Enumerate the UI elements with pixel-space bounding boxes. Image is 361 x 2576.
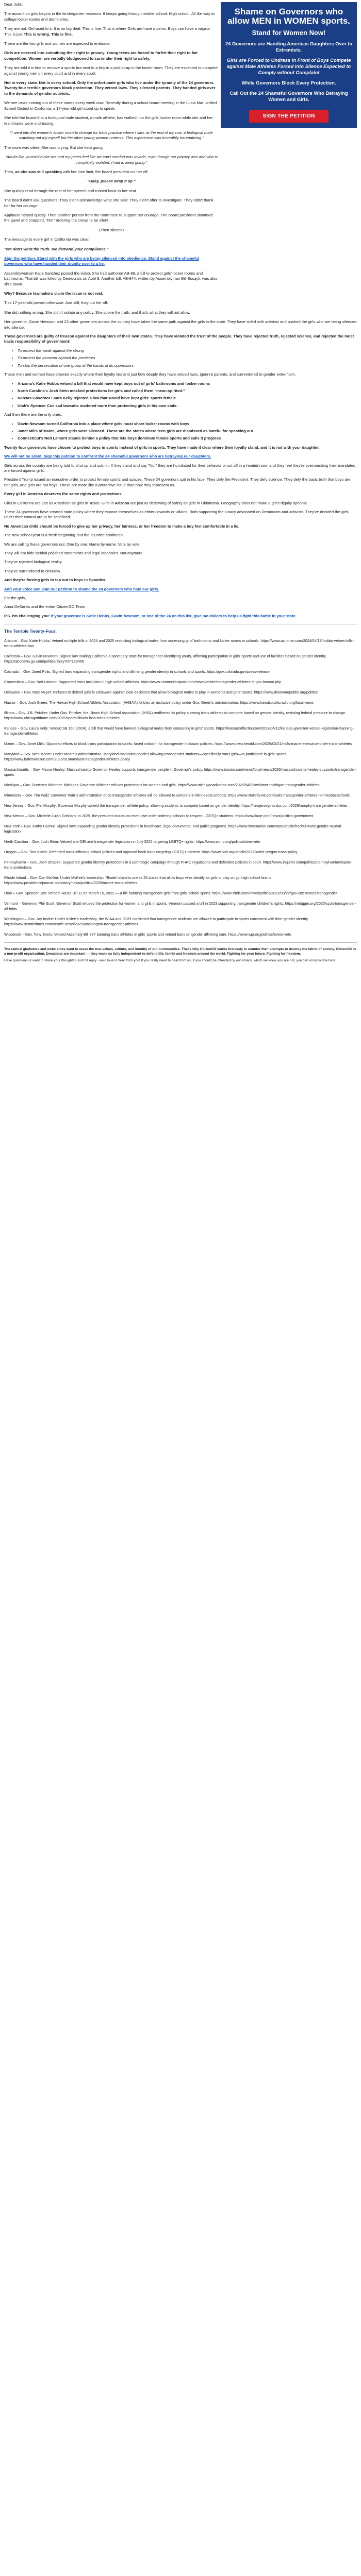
body-section	[4, 319, 357, 962]
footer-text: The radical gladiators and woke elites want to erase the true values, culture, and identity of our communities. That's why CitizenGO works tirelessly to counter their attempts to destroy the fabric of society. CitizenGO is a non-profit organization. Donations are important — they make us fully independent to defend life, family and freedom around the world. Fighting for your future. Fighting for freedom.	[4, 947, 356, 956]
governor-entry: Utah – Gov. Spencer Cox: Vetoed House Bill 11 on March 15, 2022 — a bill banning transgender girls from girls' school sports. https://www.sltrib.com/news/politics/2022/03/22/gov-cox-vetoes-transgender	[4, 890, 337, 895]
paragraph: The assault on girls begins in the kindergarten restroom. It keeps going through middle school. High school. All the way to college locker rooms and dormitories.	[4, 11, 215, 22]
governor-entry: Oregon – Gov. Tina Kotek: Defended trans-affirming school policies and opposed book bans targeting LGBTQ+ content. https://www.opb.org/article/2025/kotek-oregon-trans-policy	[4, 849, 298, 854]
list-item: • Utah's Spencer Cox sad lawsuits mattered more than protecting girls in his own state.	[18, 403, 357, 409]
petition-sidebar	[221, 2, 357, 128]
paragraph: This 17-year-old proved otherwise. And still, they cut her off.	[4, 300, 108, 306]
paragraph: (Then silence)	[99, 227, 124, 232]
principles-list	[4, 348, 357, 368]
governors-section-title: The Terrible Twenty-Four:	[4, 629, 57, 634]
list-item: • Janet Mills of Maine, where girls were silenced. These are the states where teen girls are dismissed as hateful for speaking out	[18, 429, 357, 434]
paragraph-bold: Why? Because lawmakers claim the issue is not real.	[4, 291, 103, 296]
list-item: • Arizona's Katie Hobbs vetoed a bill that would have kept boys out of girls' bathrooms and locker rooms	[18, 381, 357, 386]
paragraph: She quickly read through the rest of her speech and rushed back to her seat.	[4, 188, 137, 193]
paragraph: The room was silent. She was crying. But she kept going.	[4, 145, 104, 150]
governor-entry: Connecticut – Gov. Ned Lamont: Supported trans inclusion in high school athletics. https://www.connecticutpost.com/news/article/transgender-athletes-ct-gov-lamont.php	[4, 679, 282, 684]
paragraph-bold: Every girl in America deserves the same rights and protections.	[4, 492, 123, 497]
governors-details-list	[4, 638, 357, 937]
paragraph: The board didn't ask questions. They didn't acknowledge what she said. They didn't offer to investigate. They didn't thank her for her courage.	[4, 198, 214, 208]
sidebar-text: Girls are Forced to Undress in Front of Boys Compete against Male Athletes Forced into Silence Expected to Comply without Complaint	[226, 57, 351, 75]
quote-bold: "We don't want the truth. We demand your compliance."	[4, 246, 109, 251]
paragraph: Assemblywoman Katie Sanchez posted the video. She had authored AB-89, a bill to protect girls' locker rooms and bathrooms. That bill was killed by Democrats on April 9. Another bill, AB-844, written by Assemblyman Bill Essayli, was also shut down.	[4, 270, 218, 286]
paragraph-bold: These governors are guilty of treason against the daughters of their own states. They have violated the trust of the people. They have rejected truth, rejected science, and rejected the most basic responsibility of government:	[4, 334, 354, 344]
sidebar-headline: Shame on Governors who allow MEN in WOMEN sports.	[227, 7, 350, 26]
list-item: • To protect the innocent against the predators	[18, 355, 357, 361]
postscript: P.S. I'm challenging you: If your governor is Katie Hobbs, Gavin Newsom, or one of the 24 on this list, give me dollars to help us fight this battle in your state.	[4, 613, 297, 618]
governor-entry: Rhode Island – Gov. Dan McKee: Under McKee's leadership, Rhode Island is one of 25 states that allow boys who identify as girls to play on girl high school teams. https://www.providencejournal.com/story/news/politics/2025/mckee-trans-athletes	[4, 875, 273, 885]
governor-entry: New Jersey – Gov. Phil Murphy: Governor Murphy upheld the transgender athlete policy, allowing students to compete based on gender identity. https://newjerseymonitor.com/2025/murphy-transgender-athletes	[4, 803, 348, 808]
paragraph: They will not hide behind polished statements and legal loopholes. Not anymore.	[4, 551, 144, 556]
governor-entry: Washington – Gov. Jay Inslee: Under Inslee's leadership, the WIAA and OSPI confirmed that transgender students are allowed to participate in sports consistent with their gender identity. https://www.seattletimes.com/seattle-news/2025/washington-transgender-athletes	[4, 916, 309, 926]
paragraph: She did nothing wrong. She didn't violate any policy. She spoke the truth, and that's what they will not allow.	[4, 310, 190, 315]
paragraph: The new school year is a fresh beginning, but the injustice continues.	[4, 533, 124, 538]
governor-entry: Wisconsin – Gov. Tony Evers: Vetoed Assembly Bill 377 banning trans athletes in girls' sports and vetoed bans on gender affirming care. https://www.wpr.org/politics/evers-veto	[4, 931, 291, 937]
list-item: • Kansas Governor Laura Kelly rejected a law that would have kept girls' sports female	[18, 396, 357, 401]
quote: "Adults like yourself make me and my peers feel like we can't comfort was invade, even though our privacy was and who is completely violated. I had to keep going."	[5, 155, 218, 165]
list-item: • North Carolina's Josh Stein mocked protections for girls and called them "mean-spirited."	[18, 388, 357, 394]
greeting: Dear John,	[4, 2, 24, 7]
governor-entry: Arizona – Gov. Katie Hobbs: Vetoed multiple bills in 2024 and 2025 restricting biological males from accessing girls' bathrooms and locker rooms in schools. https://www.azmirror.com/2024/04/18/hobbs-vetoes-bills-trans-athletes-ban	[4, 638, 354, 648]
sidebar-subheadline: Stand for Women Now!	[252, 29, 326, 37]
paragraph-bold: And they're forcing girls to tap out to boys in Spandex.	[4, 578, 106, 583]
paragraph-bold: Twenty-four governors have chosen to protect boys in sports instead of girls in sports. They have made it clear where their loyalty stand, and it is not with your daughter.	[4, 445, 320, 450]
paragraph: Girls in California are just as American as girls in Texas. Girls in Arizona are just as deserving of safety as girls in Oklahoma. Geography does not make a girl's dignity optional.	[4, 500, 308, 505]
governor-entry: Minnesota – Gov. Tim Walz: Governor Walz's administration once transgender athletes will be allowed to compete in Minnesota schools. https://www.startribune.com/walz-transgender-athletes-minnesota-schools	[4, 792, 350, 798]
sidebar-text: While Governors Block Every Protection.	[241, 80, 336, 86]
paragraph: We are calling these governors out. One by one. Name by name. Vote by vote.	[4, 541, 141, 547]
paragraph: These men and women have showed exactly where their loyalty lies and just how deeply they have vetoed laws, ignored parents, and surrendered to gender extremism.	[4, 372, 296, 377]
paragraph: Then, as she was still speaking with her time limit, the board president cut her off.	[4, 169, 149, 174]
top-section	[4, 2, 357, 319]
governor-entry: Maine – Gov. Janet Mills: Opposed efforts to block trans participation in sports; faced criticism for transgender inclusion policies. https://www.pressherald.com/2025/02/21/mills-maine-executive-order-trans-athletes	[4, 741, 352, 746]
paragraph-bold: Girls are coerced into submitting their right to privacy. Young teens are forced to forfeit their right to fair competition. Women are verbally bludgeoned to surrender their right to safety.	[4, 50, 198, 61]
divider	[4, 942, 357, 943]
governor-entry: California – Gov. Gavin Newsom: Signed law making California a sanctuary state for transgender-identifying youth, affirming participation in girls' sports and use of facilities based on gender identity. https://abcnews.go.com/politics/story?id=123456	[4, 653, 327, 664]
governor-entry: Maryland – Gov. Wes Moore: Under Moore's administration, Maryland maintains policies allowing transgender students—specifically trans girls—to participate in girls' sports. https://www.baltimoresun.com/2025/01/maryland-transgender-athletes-policy	[4, 751, 288, 761]
sidebar-text: Call Out the 24 Shameful Governors Who Betraying Women and Girls.	[229, 90, 348, 102]
governor-entry: North Carolina – Gov. Josh Stein: Vetoed anti-DEI and transgender legislation in July 2025 targeting LGBTQ+ rights. https://www.wunc.org/politics/stein-veto	[4, 839, 260, 844]
paragraph: Applause helped quietly. Then another person from the room rose to support her courage. The board president slammed the gavel and snapped, "No!" ordering the crowd to be silent.	[4, 212, 213, 223]
governor-entry: Kansas – Gov. Laura Kelly: Vetoed SB 160 (2024), a bill that would have banned biological males from competing in girls' sports. https://kansasreflector.com/2023/04/12/kansas-governor-vetoes-legislation-banning-transgender-athletes	[4, 725, 354, 736]
letter-column	[4, 2, 219, 319]
paragraph: We see news coming out of these states every week now. Recently during a school board meeting in the Lucia Mar Unified School District in California, a 17-year-old girl stood up to speak.	[4, 100, 217, 111]
list-item: • To stop the persecution of one group at the hands of its oppressors	[18, 363, 357, 368]
paragraph: Her governor, Gavin Newsom and 23 other governors across the country have taken the same path against the girls in the state. They have sided with activists and pushed the girls who are being silenced into silence.	[4, 319, 357, 330]
governor-entry: Massachusetts – Gov. Maura Healey: Massachusetts Governor Healey supports transgender people in Governor's policy. https://www.boston.com/news/local-news/2025/massachusetts-healey-supports-transgender-sports	[4, 767, 356, 777]
paragraph: Girls across the country are being told to shut up and submit. If they stand and say "No," they are humiliated for their behavior or cut off in a heated room and they feel they're overreaching their mandates are forced against girls.	[4, 463, 355, 473]
sign-petition-button[interactable]: SIGN THE PETITION	[249, 110, 328, 123]
governor-entry: New Mexico – Gov. Michelle Lujan Grisham: In 2025, the president issued an executive order ordering schools to respect LGBTQ+ students. https://www.krqe.com/news/politics-government	[4, 813, 314, 818]
paragraph: They are not. Girl-used to it. It is no big deal. This is fine. That is where Girls are have a penis. Boys can have a vagina. This is just This is wrong. This is fine.	[4, 26, 211, 37]
sign-off: For the girls,	[4, 596, 26, 601]
list-item: • Connecticut's Ned Lamont stands behind a policy that lets boys dominate female sports and calls it progress	[18, 436, 357, 441]
petition-link[interactable]: Add your voice and sign our petition to shame the 24 governors who hate our girls.	[4, 586, 159, 591]
footer	[4, 947, 357, 963]
petition-link[interactable]: Sign the petition. Stand with the girls who are being silenced into obedience. Stand against the shameful governors who have handed their dignity over to a lie.	[4, 256, 200, 266]
quote: "Okay, please wrap it up."	[87, 179, 136, 184]
only-ones-list	[4, 421, 357, 442]
governor-entry: Delaware – Gov. Matt Meyer: Refuses to defend girls in Delaware against local decisions that allow biological males to play in women's and girls' sports. https://www.delawarepublic.org/politics	[4, 689, 318, 694]
paragraph-bold: No American child should be forced to give up her privacy, her fairness, or her freedom to make a boy feel comfortable in a lie.	[4, 523, 240, 529]
signature: Anna DeSantis and the entire CitizenGO Team	[4, 604, 85, 609]
governor-entry: Michigan – Gov. Gretchen Whitmer: Michigan Governor Whitmer refuses protections for women and girls. https://www.michiganadvance.com/2025/04/22/whitmer-michigan-transgender-athletes	[4, 782, 320, 787]
paragraph-bold: Not in every state. Not in every school. Only the unfortunate girls who live under the tyranny of the 24 governors. Twenty-four terrible governors block protection. They vetoed laws. They silenced parents. They handed girls over to the demands of gender activists.	[4, 80, 216, 96]
paragraph: President Trump issued an executive order to protect female sports and spaces. These 24 governors spit in his face. They defy the President. They defy science. They defy the basic truth that boys are not girls, and girls are not boys. These are more like a protective issue than how they represent us.	[4, 477, 351, 487]
governor-entry: Pennsylvania – Gov. Josh Shapiro: Supported gender identity protections in a pathologic campaign through PHRC regulations and defended policies in court. https://www.inquirer.com/politics/pennsylvania/shapiro-trans-protections	[4, 859, 353, 870]
paragraph: These are the two girls and women are expected to embrace.	[4, 41, 111, 46]
governor-entry: New York – Gov. Kathy Hochul: Signed laws expanding gender identity protections in healthcare, legal documents, and public programs. https://www.timesunion.com/state/article/hochul-trans-gender-neutral-legislation	[4, 823, 342, 834]
governors-list	[4, 381, 357, 409]
email-page	[0, 0, 361, 963]
paragraph: These 24 governors have created state policy where they expose themselves as either cowards or villains. Both supporting the lunacy advocated on Democrats and activists. They've decided the girls under their control are to be sacrificed.	[4, 510, 349, 520]
paragraph: And then there are the only ones:	[4, 412, 62, 417]
list-item: • Gavin Newsom turned California into a place where girls must share locker rooms with boys	[18, 421, 357, 427]
governor-entry: Colorado – Gov. Jared Polis: Signed laws expanding transgender rights and affirming gender identity in schools and sports. https://gov.colorado.gov/press-release	[4, 669, 270, 674]
paragraph: She told the board that a biological male student, a male athlete, has walked into the girls' locker room while she and her teammates were undressing.	[4, 115, 213, 126]
governor-entry: Hawaii – Gov. Josh Green: The Hawaii High School Athletic Association (HHSAA) follows an inclusive policy under Gov. Green's administration. https://www.hawaiipublicradio.org/local-news	[4, 700, 314, 705]
sidebar-text: 24 Governors are Handing Americas Daughters Over to Extremists.	[225, 41, 353, 53]
governor-entry: Vermont – Governor Phil Scott: Governor Scott refused the protection for women and girls in sports. Vermont passed a bill in 2023 supporting transgender children's rights. https://vtdigger.org/2025/scott-transgender-athletes	[4, 901, 356, 911]
footer-text: Have questions or want to share your thoughts? Just hit reply - we'd love to hear from you! If you really need to hear from us, if you should be offended by our emails, which we know you are not, you can unsubscribe here.	[4, 958, 337, 962]
paragraph: They've surrendered to delusion.	[4, 568, 61, 573]
governor-entry: Illinois – Gov. J.B. Pritzker: Under Gov. Pritzker, the Illinois High School Association (IHSA) reaffirmed its policy allowing trans athletes to compete based on gender identity, resisting federal pressure to change. https://www.chicagotribune.com/2025/sports/illinois-ihsa-trans-athletes	[4, 710, 347, 720]
list-item: • To protect the weak against the strong	[18, 348, 357, 353]
paragraph: They've rejected biological reality.	[4, 560, 63, 565]
paragraph: They are told it is fine to remove a sports bra next to a boy in a jock strap in the locker room. They are expected to compete against young men on every court and in every sport.	[4, 65, 218, 76]
petition-link[interactable]: We will not be silent. Sign this petition to confront the 24 shameful governors who are betraying our daughters.	[4, 454, 211, 459]
quote: "I went into the women's locker room to change for track practice where I saw, at the end of my row, a biological male watching not my myself but the other young women undress. This experience was incredibly traumatizing."	[10, 130, 213, 141]
paragraph: The message to every girl in California was clear:	[4, 237, 90, 242]
